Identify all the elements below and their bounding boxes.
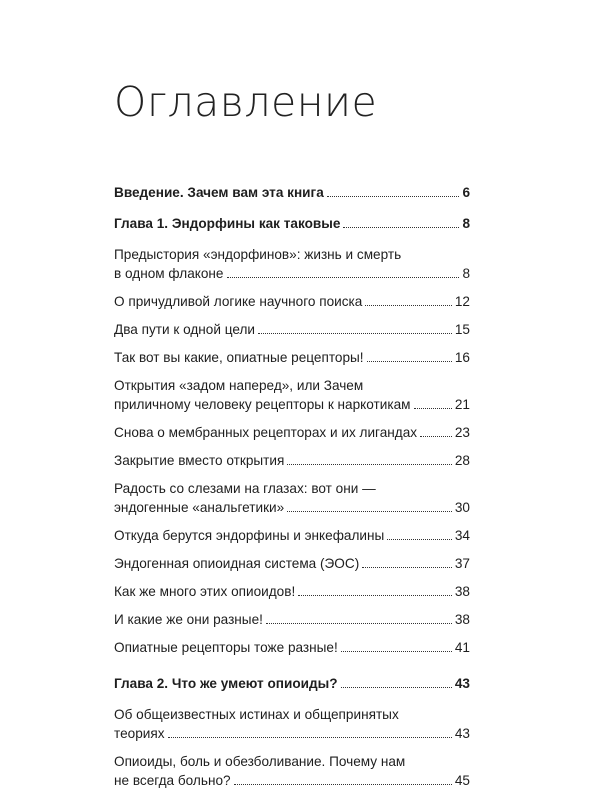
toc-entry[interactable] (114, 451, 470, 470)
toc-entry-title-line2: в одном флаконе (114, 266, 224, 281)
toc-entry[interactable] (114, 705, 470, 743)
dot-leader (414, 408, 452, 409)
toc-entry[interactable] (114, 526, 470, 545)
dot-leader (227, 277, 460, 278)
toc-entry-chapter-1[interactable] (114, 214, 470, 233)
dot-leader (362, 567, 452, 568)
toc-entry-title: Как же много этих опиоидов! (114, 584, 296, 599)
toc-page-number: 43 (454, 676, 470, 691)
toc-entry-title-line1: Открытия «задом наперед», или Зачем (114, 378, 364, 393)
toc-entry-title: Откуда берутся эндорфины и энкефалины (114, 528, 385, 543)
toc-entry-title-line1: Опиоиды, боль и обезболивание. Почему нам (114, 754, 406, 769)
toc-entry-title-line1: Об общеизвестных истинах и общепринятых (114, 707, 399, 722)
toc-entry-title: Опиатные рецепторы тоже разные! (114, 640, 338, 655)
toc-page-number: 28 (454, 453, 470, 468)
dot-leader (367, 361, 452, 362)
toc-entry-title: О причудливой логике научного поиска (114, 294, 363, 309)
toc-entry-title: Закрытие вместо открытия (114, 453, 285, 468)
toc-entry[interactable] (114, 554, 470, 573)
toc-entry[interactable] (114, 582, 470, 601)
toc-entry-title: Глава 1. Эндорфины как таковые (114, 216, 341, 231)
toc-page-number: 23 (454, 425, 470, 440)
toc-entry[interactable] (114, 348, 470, 367)
toc-entry[interactable] (114, 479, 470, 517)
toc-entry-title: Глава 2. Что же умеют опиоиды? (114, 676, 338, 691)
toc-entry-title: Введение. Зачем вам эта книга (114, 185, 324, 200)
dot-leader (234, 784, 452, 785)
toc-page-number: 8 (462, 216, 470, 231)
toc-page-number: 41 (454, 640, 470, 655)
toc-page-number: 30 (454, 500, 470, 515)
table-of-contents (114, 183, 470, 799)
toc-page-number: 38 (454, 584, 470, 599)
toc-page-number: 43 (454, 726, 470, 741)
toc-entry[interactable] (114, 320, 470, 339)
page-title: Оглавление (114, 78, 378, 126)
dot-leader (287, 464, 452, 465)
toc-entry[interactable] (114, 752, 470, 790)
toc-entry-title: Снова о мембранных рецепторах и их лигандах (114, 425, 418, 440)
toc-page-number: 16 (454, 350, 470, 365)
dot-leader (387, 539, 452, 540)
toc-entry[interactable] (114, 292, 470, 311)
toc-page-number: 38 (454, 612, 470, 627)
toc-page-number: 6 (462, 185, 470, 200)
toc-entry[interactable] (114, 423, 470, 442)
toc-entry-title-line2: теориях (114, 726, 165, 741)
dot-leader (287, 511, 452, 512)
dot-leader (365, 305, 452, 306)
toc-entry-intro[interactable] (114, 183, 470, 202)
toc-entry-title-line2: не всегда больно? (114, 773, 231, 788)
dot-leader (341, 687, 452, 688)
toc-entry-title: Так вот вы какие, опиатные рецепторы! (114, 350, 364, 365)
toc-entry[interactable] (114, 638, 470, 657)
dot-leader (168, 737, 452, 738)
toc-entry[interactable] (114, 376, 470, 414)
toc-page-number: 21 (454, 397, 470, 412)
toc-page-number: 8 (462, 266, 470, 281)
toc-page-number: 34 (454, 528, 470, 543)
dot-leader (341, 651, 452, 652)
toc-page-number: 37 (454, 556, 470, 571)
toc-page-number: 15 (454, 322, 470, 337)
dot-leader (420, 436, 452, 437)
toc-page-number: 45 (454, 773, 470, 788)
toc-page-number: 12 (454, 294, 470, 309)
dot-leader (298, 595, 452, 596)
toc-entry[interactable] (114, 245, 470, 283)
dot-leader (343, 227, 459, 228)
toc-entry-chapter-2[interactable] (114, 674, 470, 693)
dot-leader (327, 196, 460, 197)
toc-entry-title-line1: Радость со слезами на глазах: вот они — (114, 481, 376, 496)
toc-entry-title: Два пути к одной цели (114, 322, 255, 337)
toc-entry-title-line2: эндогенные «анальгетики» (114, 500, 285, 515)
toc-entry[interactable] (114, 610, 470, 629)
dot-leader (258, 333, 452, 334)
dot-leader (266, 623, 452, 624)
toc-entry-title: Эндогенная опиоидная система (ЭОС) (114, 556, 360, 571)
toc-entry-title-line1: Предыстория «эндорфинов»: жизнь и смерть (114, 247, 402, 262)
toc-entry-title-line2: приличному человеку рецепторы к наркотикам (114, 397, 411, 412)
toc-entry-title: И какие же они разные! (114, 612, 263, 627)
